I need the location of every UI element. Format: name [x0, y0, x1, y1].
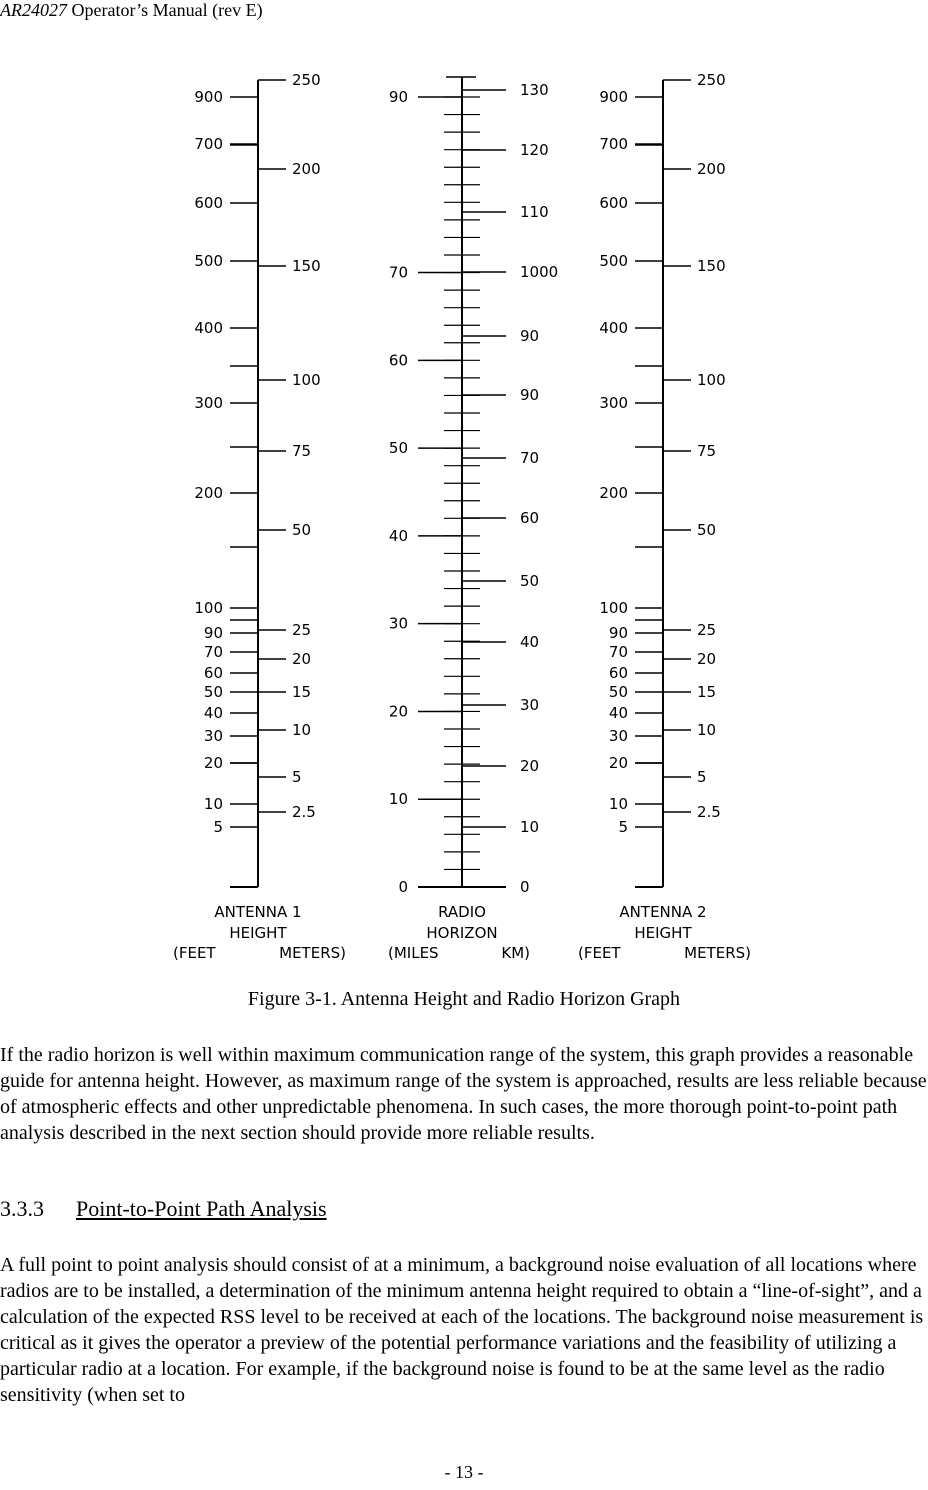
radio-horizon-mile-label: 40	[388, 526, 408, 545]
antenna-1-meter-label: 2.5	[292, 803, 316, 821]
antenna-2-feet-label: 10	[608, 795, 628, 813]
radio-horizon-right-unit: KM)	[501, 944, 530, 962]
antenna-1-title-line-2: HEIGHT	[229, 924, 287, 942]
radio-horizon-title-line-1: RADIO	[438, 903, 486, 921]
radio-horizon-mile-label: 0	[398, 878, 408, 896]
radio-horizon-left-unit: (MILES	[388, 944, 439, 962]
radio-horizon-km-label: 10	[520, 818, 540, 836]
antenna-2-feet-label: 90	[608, 624, 628, 642]
radio-horizon-km-label: 20	[520, 757, 540, 775]
antenna-2-meter-label: 20	[697, 650, 717, 668]
antenna-2-feet-label: 600	[599, 194, 628, 212]
radio-horizon-mile-label: 30	[388, 614, 408, 633]
antenna-1-meter-label: 25	[292, 621, 312, 639]
antenna-1-feet-label: 10	[203, 795, 223, 813]
radio-horizon-km-label: 1000	[520, 263, 559, 281]
antenna-1-feet-label: 500	[194, 252, 223, 270]
paragraph-radio-horizon-guide: If the radio horizon is well within maximum communication range of the system, this graph provides a reasonable guide for antenna height. However, as maximum range of the system is approached, results are less reliable because of atmospheric effects and other unpredictable phenomena. In such cases, the more thorough point-to-point path analysis described in the next section should provide more reliable results.	[0, 1044, 927, 1144]
antenna-1-feet-label: 30	[203, 727, 223, 745]
antenna-1-title-line-1: ANTENNA 1	[214, 903, 302, 921]
antenna-2-meter-label: 2.5	[697, 803, 721, 821]
antenna-2-feet-label: 500	[599, 252, 628, 270]
antenna-2-feet-label: 40	[608, 704, 628, 722]
antenna-2-right-unit: METERS)	[684, 944, 751, 962]
antenna-2-feet-label: 300	[599, 394, 628, 412]
radio-horizon-mile-label: 70	[388, 263, 408, 282]
antenna-2-meter-label: 200	[697, 160, 726, 178]
antenna-1-meter-label: 200	[292, 160, 321, 178]
section-heading	[0, 1196, 327, 1222]
antenna-1-meter-label: 100	[292, 371, 321, 389]
antenna-1-meter-label: 150	[292, 257, 321, 275]
antenna-2-feet-label: 60	[608, 664, 628, 682]
antenna-1-meter-label: 75	[292, 442, 312, 460]
antenna-2-feet-label: 200	[599, 484, 628, 502]
radio-horizon-mile-label: 10	[388, 790, 408, 809]
antenna-1-left-unit: (FEET	[173, 944, 216, 962]
antenna-1-feet-label: 40	[203, 704, 223, 722]
radio-horizon-km-label: 0	[520, 878, 530, 896]
antenna-2-meter-label: 15	[697, 683, 717, 701]
antenna-1-feet-label: 20	[203, 754, 223, 772]
antenna-2-meter-label: 10	[697, 721, 717, 739]
antenna-2-feet-label: 5	[618, 818, 628, 836]
antenna-2-meter-label: 100	[697, 371, 726, 389]
antenna-2-left-unit: (FEET	[578, 944, 621, 962]
antenna-2-meter-label: 25	[697, 621, 717, 639]
radio-horizon-km-label: 50	[520, 572, 540, 590]
antenna-1-meter-label: 20	[292, 650, 312, 668]
antenna-1-feet-label: 600	[194, 194, 223, 212]
antenna-1-meter-label: 5	[292, 768, 302, 786]
radio-horizon-km-label: 110	[520, 203, 549, 221]
antenna-2-title-line-2: HEIGHT	[634, 924, 692, 942]
paragraph-point-to-point-analysis: A full point to point analysis should consist of at a minimum, a background noise evaluation of all locations where radios are to be installed, a determination of the minimum antenna height required to obtain a “line-of-sight”, and a calculation of the expected RSS level to be received at each of the locations. The background noise measurement is critical as it gives the operator a preview of the potential performance variations and the feasibility of utilizing a particular radio at a location. For example, if the background noise is found to be at the same level as the radio sensitivity (when set to	[0, 1254, 924, 1406]
antenna-2-meter-label: 150	[697, 257, 726, 275]
antenna-2-feet-label: 20	[608, 754, 628, 772]
section-number: 3.3.3	[0, 1196, 44, 1221]
radio-horizon-mile-label: 50	[388, 439, 408, 458]
antenna-1-feet-label: 90	[203, 624, 223, 642]
antenna-2-meter-label: 5	[697, 768, 707, 786]
antenna-2-title-line-1: ANTENNA 2	[619, 903, 707, 921]
antenna-1-feet-label: 400	[194, 319, 223, 337]
antenna-1-feet-label: 300	[194, 394, 223, 412]
radio-horizon-km-label: 90	[520, 327, 540, 345]
antenna-2-feet-label: 50	[608, 683, 628, 701]
antenna-1-right-unit: METERS)	[279, 944, 346, 962]
document-title: Operator’s Manual (rev E)	[71, 0, 263, 20]
antenna-1-meter-label: 50	[292, 521, 312, 539]
antenna-1-feet-label: 70	[203, 643, 223, 661]
antenna-1-feet-label: 700	[194, 135, 223, 153]
antenna-2-feet-label: 900	[599, 88, 628, 106]
document-id: AR24027	[0, 0, 67, 20]
antenna-1-feet-label: 900	[194, 88, 223, 106]
antenna-1-feet-label: 200	[194, 484, 223, 502]
antenna-2-feet-label: 700	[599, 135, 628, 153]
antenna-1-feet-label: 5	[213, 818, 223, 836]
radio-horizon-km-label: 90	[520, 386, 540, 404]
antenna-2-feet-label: 100	[599, 599, 628, 617]
antenna-2-meter-label: 50	[697, 521, 717, 539]
radio-horizon-mile-label: 20	[388, 702, 408, 721]
antenna-1-feet-label: 100	[194, 599, 223, 617]
radio-horizon-mile-label: 90	[388, 88, 408, 106]
section-title: Point-to-Point Path Analysis	[76, 1196, 327, 1221]
radio-horizon-km-label: 70	[520, 449, 540, 467]
page-number: - 13 -	[444, 1462, 484, 1482]
radio-horizon-km-label: 40	[520, 633, 540, 651]
radio-horizon-km-label: 60	[520, 509, 540, 527]
antenna-2-feet-label: 30	[608, 727, 628, 745]
radio-horizon-mile-label: 60	[388, 351, 408, 370]
antenna-2-meter-label: 250	[697, 71, 726, 89]
antenna-1-meter-label: 15	[292, 683, 312, 701]
antenna-2-meter-label: 75	[697, 442, 717, 460]
radio-horizon-km-label: 30	[520, 696, 540, 714]
antenna-2-feet-label: 70	[608, 643, 628, 661]
antenna-2-feet-label: 400	[599, 319, 628, 337]
antenna-1-feet-label: 60	[203, 664, 223, 682]
radio-horizon-km-label: 120	[520, 141, 549, 159]
figure-caption: Figure 3-1. Antenna Height and Radio Horizon Graph	[247, 988, 681, 1010]
antenna-1-meter-label: 10	[292, 721, 312, 739]
radio-horizon-title-line-2: HORIZON	[426, 924, 498, 942]
antenna-1-feet-label: 50	[203, 683, 223, 701]
radio-horizon-km-label: 130	[520, 81, 549, 99]
antenna-1-meter-label: 250	[292, 71, 321, 89]
